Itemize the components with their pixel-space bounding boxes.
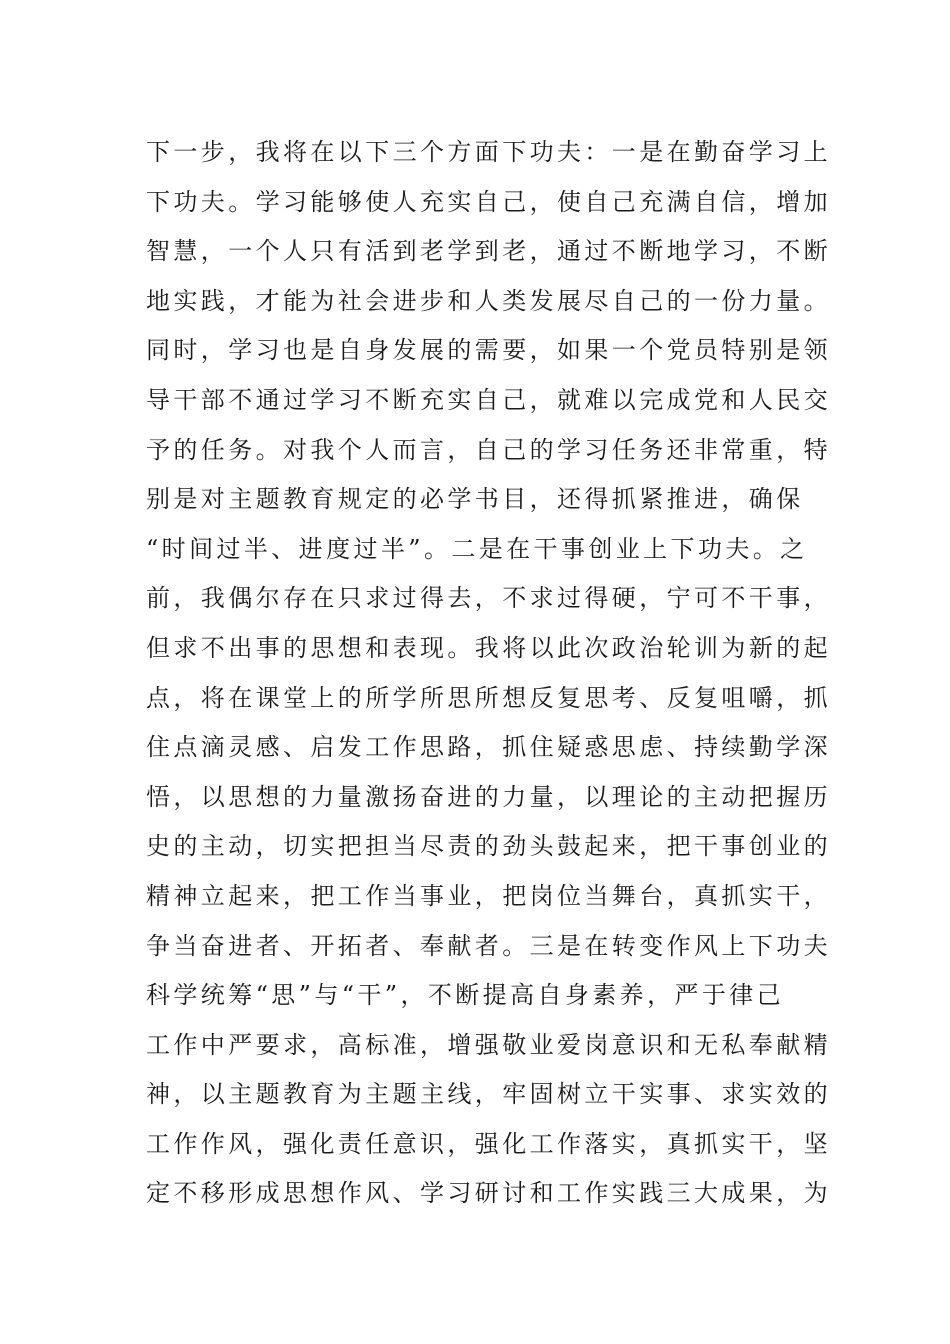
text-line-22: 定不移形成思想作风、学习研讨和工作实践三大成果，为 <box>146 1179 831 1208</box>
text-line-1: 下一步，我将在以下三个方面下功夫：一是在勤奋学习上 <box>146 138 831 166</box>
text-line-16: 精神立起来，把工作当事业，把岗位当舞台，真抓实干， <box>146 881 831 910</box>
text-line-2: 下功夫。学习能够使人充实自己，使自己充满自信，增加 <box>146 187 831 216</box>
text-line-6: 导干部不通过学习不断充实自己，就难以完成党和人民交 <box>146 385 831 414</box>
text-line-10: 前，我偶尔存在只求过得去，不求过得硬，宁可不干事， <box>146 584 831 613</box>
text-line-12: 点，将在课堂上的所学所思所想反复思考、反复咀嚼，抓 <box>146 683 831 712</box>
text-line-8: 别是对主题教育规定的必学书目，还得抓紧推进，确保 <box>146 485 804 514</box>
text-line-14: 悟，以思想的力量激扬奋进的力量，以理论的主动把握历 <box>146 782 831 811</box>
text-line-3: 智慧，一个人只有活到老学到老，通过不断地学习，不断 <box>146 237 831 266</box>
text-line-11: 但求不出事的思想和表现。我将以此次政治轮训为新的起 <box>146 633 831 662</box>
text-line-5: 同时，学习也是自身发展的需要，如果一个党员特别是领 <box>146 336 831 365</box>
text-line-19: 工作中严要求，高标准，增强敬业爱岗意识和无私奉献精 <box>146 1030 831 1059</box>
text-line-21: 工作作风，强化责任意识，强化工作落实，真抓实干，坚 <box>146 1129 831 1158</box>
text-line-15: 史的主动，切实把担当尽责的劲头鼓起来，把干事创业的 <box>146 832 831 861</box>
text-line-9: “时间过半、进度过半”。二是在干事创业上下功夫。之 <box>146 534 808 563</box>
body-paragraph <box>146 128 831 1219</box>
text-line-17: 争当奋进者、开拓者、奉献者。三是在转变作风上下功夫 <box>146 931 831 960</box>
text-line-7: 予的任务。对我个人而言，自己的学习任务还非常重，特 <box>146 435 831 464</box>
text-line-4: 地实践，才能为社会进步和人类发展尽自己的一份力量。 <box>146 286 831 315</box>
text-line-13: 住点滴灵感、启发工作思路，抓住疑惑思虑、持续勤学深 <box>146 733 831 762</box>
text-line-20: 神，以主题教育为主题主线，牢固树立干实事、求实效的 <box>146 1080 831 1109</box>
text-line-18: 科学统筹“思”与“干”，不断提高自身素养，严于律己 <box>146 981 785 1010</box>
